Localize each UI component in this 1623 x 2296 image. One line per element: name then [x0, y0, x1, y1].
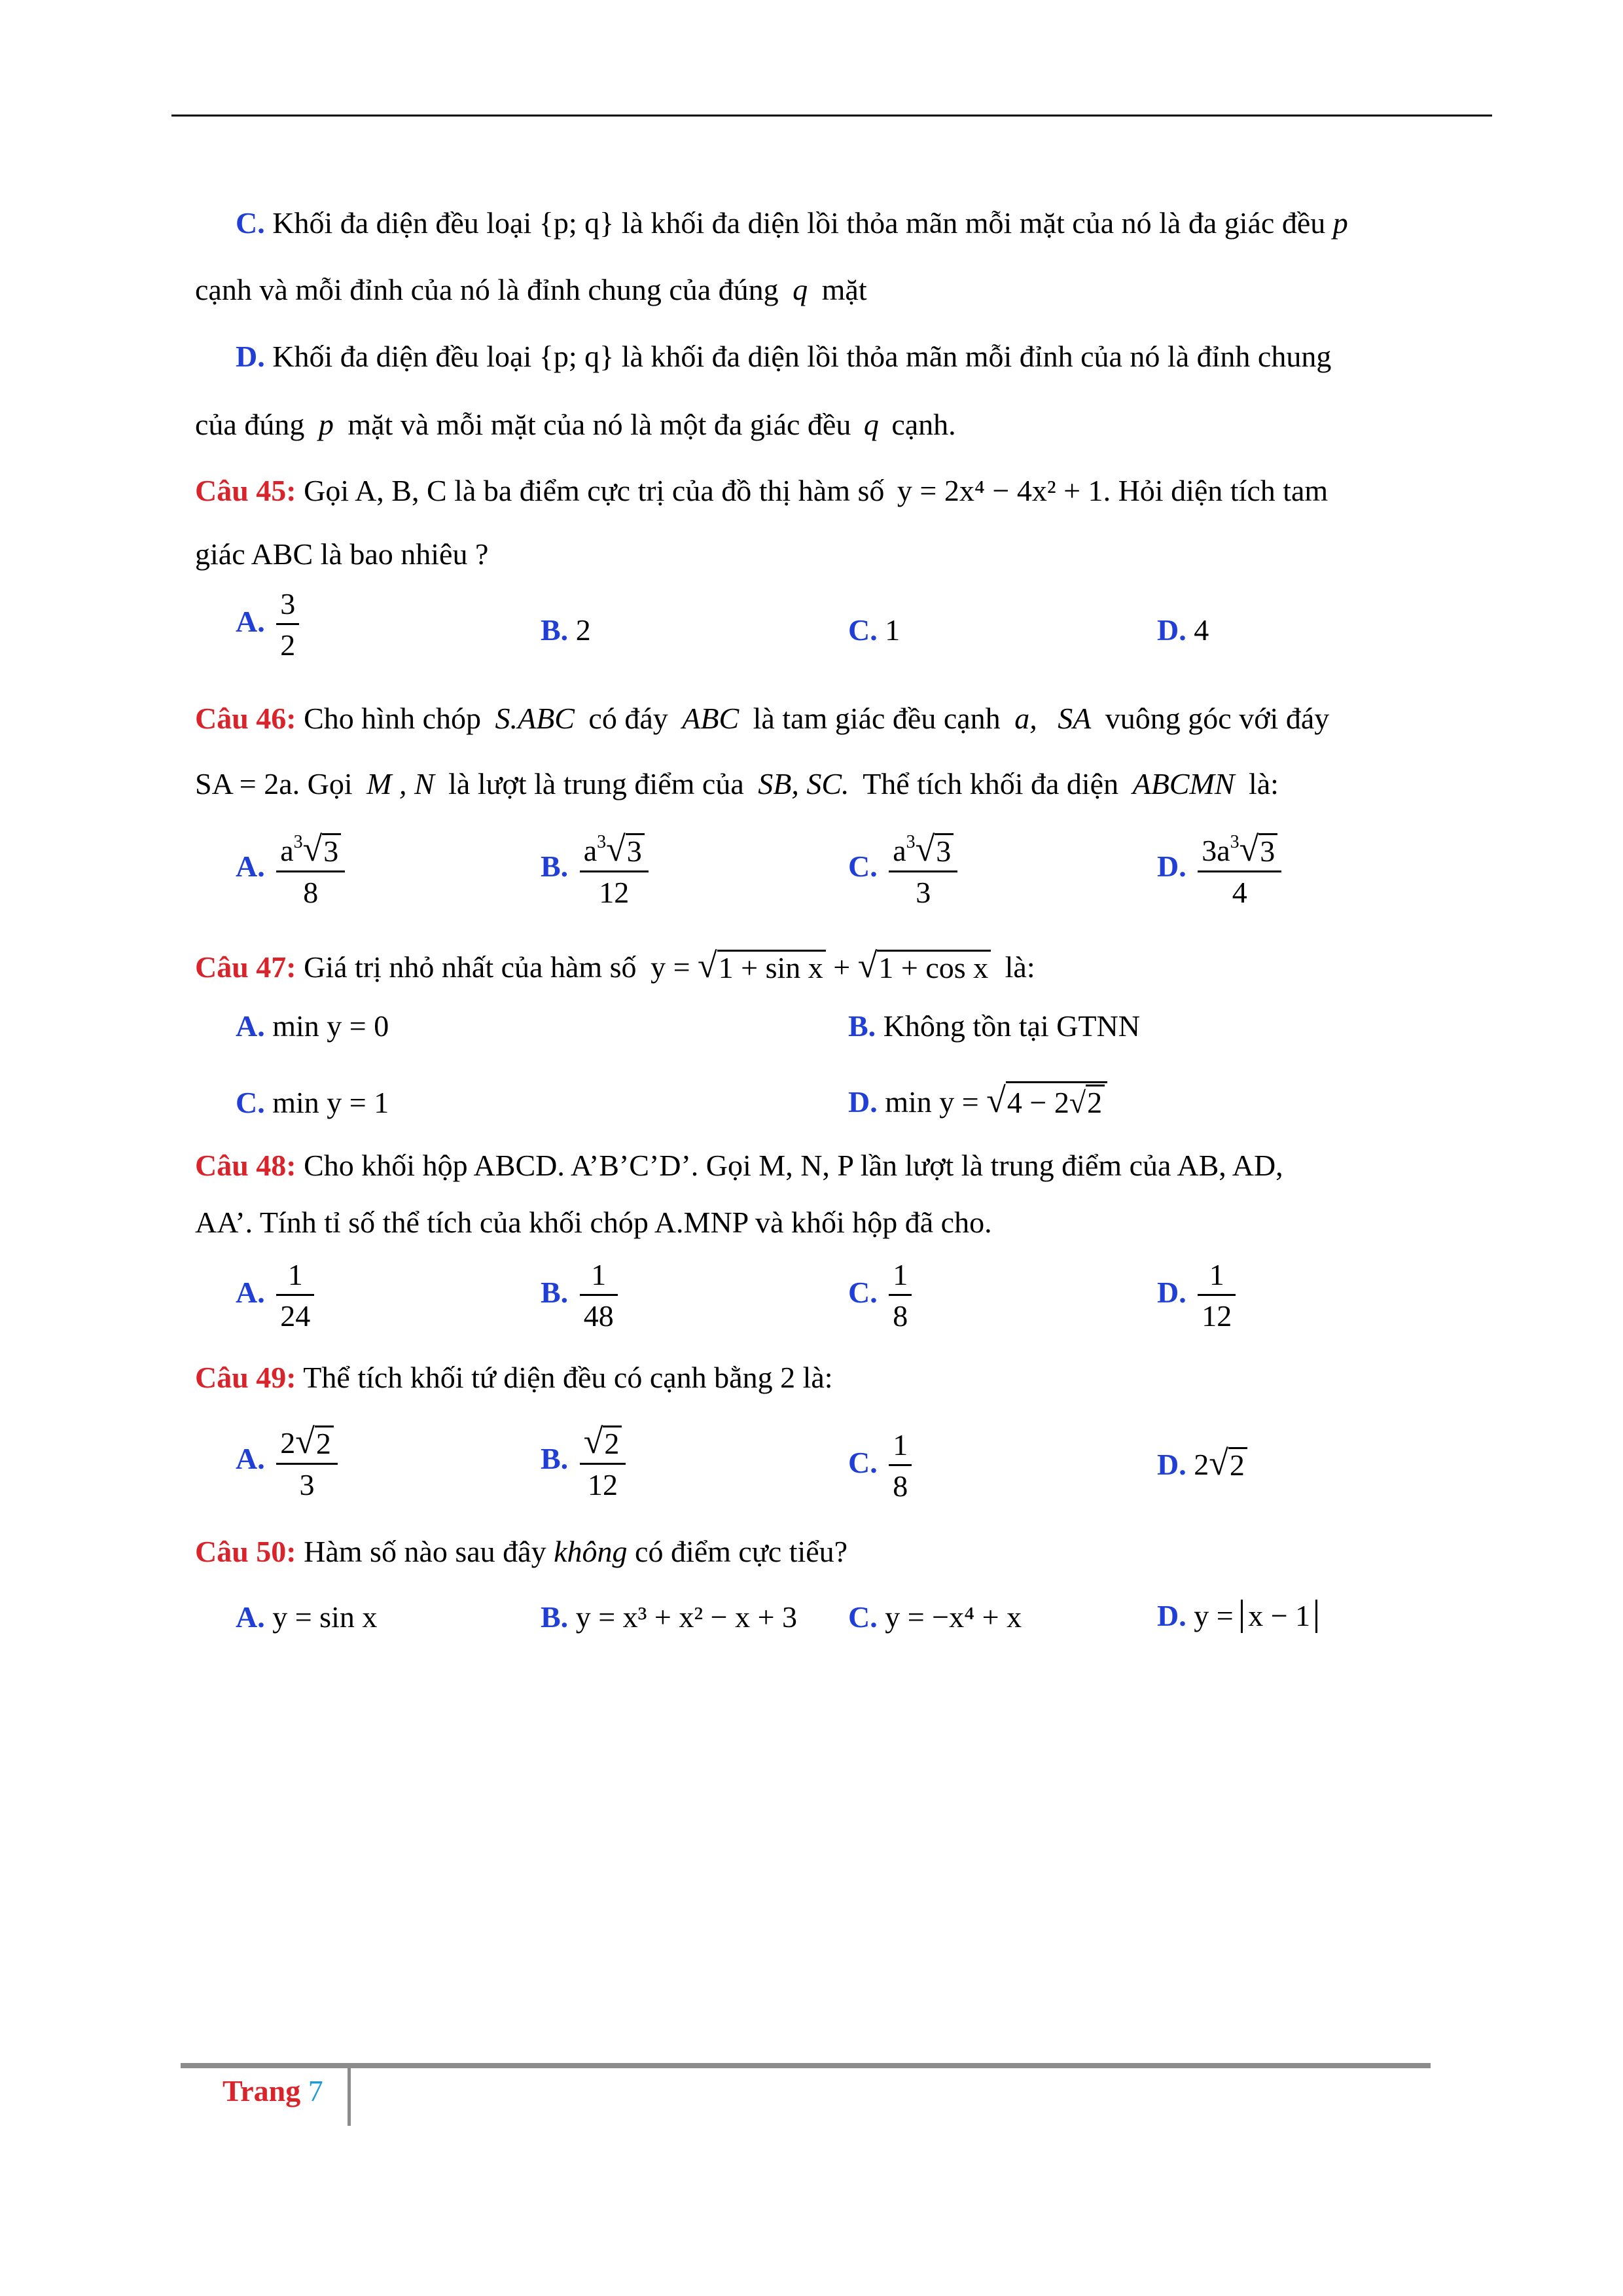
sqrt: √ 1 + cos x: [858, 948, 991, 983]
q44-option-c-line1: C. Khối đa diện đều loại {p; q} là khối đa diện lồi thỏa mãn mỗi mặt của nó là đa giác đều p: [236, 206, 1348, 240]
header-rule: [171, 115, 1492, 117]
q49-question: Câu 49: Thể tích khối tứ diện đều có cạnh bằng 2 là:: [195, 1361, 833, 1394]
fraction: $\frac{1}{12}$: [1198, 1260, 1236, 1331]
q47-question: Câu 47: Giá trị nhỏ nhất của hàm số y = √ 1 + sin x + √ 1 + cos x là:: [195, 946, 1035, 985]
q50-question: Câu 50: Hàm số nào sau đây không có điểm cực tiểu?: [195, 1535, 848, 1568]
footer-rule: [181, 2063, 1431, 2068]
q45-question-line1: Câu 45: Gọi A, B, C là ba điểm cực trị của đồ thị hàm số y = 2x⁴ − 4x² + 1. Hỏi diện tích tam: [195, 474, 1329, 507]
sqrt: √ 2: [1209, 1445, 1247, 1480]
q49-option-a[interactable]: A. 2 √ 2 3: [236, 1424, 342, 1500]
sqrt: √ 4 − 2 √ 2: [986, 1081, 1107, 1118]
sqrt: √ 2: [295, 1424, 334, 1459]
q45-option-c[interactable]: C. 1: [848, 613, 901, 647]
sqrt: √ 3: [606, 831, 645, 867]
fraction: $a^3$ √ 3 3: [889, 831, 957, 908]
sqrt: √ 3: [303, 831, 342, 867]
set-p-q: {p; q}: [539, 206, 615, 240]
q48-option-b[interactable]: B. $\frac{1}{48}$: [541, 1260, 622, 1331]
q45-option-d[interactable]: D. 4: [1157, 613, 1209, 647]
set-p-q: {p; q}: [539, 340, 615, 373]
q44-option-d-line1: D. Khối đa diện đều loại {p; q} là khối đa diện lồi thỏa mãn mỗi đỉnh của nó là đỉnh chung: [236, 340, 1332, 373]
emphasis-text: không: [554, 1535, 628, 1568]
fraction: $\frac{1}{8}$: [889, 1260, 912, 1331]
fraction: $a^3$ √ 3 8: [276, 831, 345, 908]
q44-option-c-line2: cạnh và mỗi đỉnh của nó là đỉnh chung của đúng q mặt: [195, 273, 867, 306]
q48-option-a[interactable]: A. $\frac{1}{24}$: [236, 1260, 318, 1331]
q46-option-b[interactable]: B. $a^3$ √ 3 12: [541, 831, 652, 908]
q49-option-b[interactable]: B. √ 2 12: [541, 1424, 630, 1500]
q47-option-d[interactable]: D. min y = √ 4 − 2 √ 2: [848, 1081, 1107, 1118]
q47-option-c[interactable]: C. min y = 1: [236, 1086, 389, 1119]
fraction: $a^3$ √ 3 12: [580, 831, 649, 908]
q45-option-b[interactable]: B. 2: [541, 613, 591, 647]
sqrt: √ 3: [1240, 831, 1278, 867]
q48-option-c[interactable]: C. $\frac{1}{8}$: [848, 1260, 916, 1331]
q50-option-b[interactable]: B. y = x³ + x² − x + 3: [541, 1600, 798, 1634]
q46-option-d[interactable]: D. $3a^3$ √ 3 4: [1157, 831, 1285, 908]
page-number: Trang 7: [223, 2074, 323, 2108]
q48-question-line1: Câu 48: Cho khối hộp ABCD. A’B’C’D’. Gọi M, N, P lần lượt là trung điểm của AB, AD,: [195, 1149, 1283, 1182]
sqrt: √ 2: [584, 1424, 622, 1459]
q48-question-line2: AA’. Tính tỉ số thể tích của khối chóp A.MNP và khối hộp đã cho.: [195, 1206, 992, 1239]
fraction: $3a^3$ √ 3 4: [1198, 831, 1281, 908]
sqrt: √ 1 + sin x: [698, 948, 826, 983]
q45-option-a[interactable]: A. $\frac{3}{2}$: [236, 589, 303, 660]
q49-option-d[interactable]: D. 2 √ 2: [1157, 1445, 1247, 1480]
q48-option-d[interactable]: D. $\frac{1}{12}$: [1157, 1260, 1240, 1331]
q50-option-d[interactable]: D. y = x − 1: [1157, 1600, 1317, 1633]
q46-option-a[interactable]: A. $a^3$ √ 3 8: [236, 831, 349, 908]
sqrt: √ 3: [916, 831, 954, 867]
footer-divider: [348, 2068, 351, 2126]
fraction: 2 √ 2 3: [276, 1424, 338, 1500]
q50-option-c[interactable]: C. y = −x⁴ + x: [848, 1600, 1022, 1634]
q47-option-b[interactable]: B. Không tồn tại GTNN: [848, 1009, 1140, 1043]
sqrt: √ 2: [1069, 1085, 1105, 1118]
q46-question-line1: Câu 46: Cho hình chóp S.ABC có đáy ABC là tam giác đều cạnh a, SA vuông góc với đáy: [195, 702, 1330, 735]
q50-option-a[interactable]: A. y = sin x: [236, 1600, 378, 1634]
q45-equation: y = 2x⁴ − 4x² + 1: [897, 474, 1103, 507]
q49-option-c[interactable]: C. $\frac{1}{8}$: [848, 1430, 916, 1501]
q47-option-a[interactable]: A. min y = 0: [236, 1009, 389, 1043]
fraction: $\frac{1}{8}$: [889, 1430, 912, 1501]
fraction: $\frac{1}{48}$: [580, 1260, 618, 1331]
q46-option-c[interactable]: C. $a^3$ √ 3 3: [848, 831, 961, 908]
fraction: √ 2 12: [580, 1424, 626, 1500]
q46-question-line2: SA = 2a. Gọi M , N là lượt là trung điểm của SB, SC. Thể tích khối đa diện ABCMN là:: [195, 767, 1279, 800]
q45-question-line2: giác ABC là bao nhiêu ?: [195, 537, 489, 571]
fraction: $\frac{3}{2}$: [276, 589, 299, 660]
absolute-value: x − 1: [1241, 1600, 1317, 1633]
q44-option-d-line2: của đúng p mặt và mỗi mặt của nó là một đa giác đều q cạnh.: [195, 408, 956, 441]
fraction: $\frac{1}{24}$: [276, 1260, 314, 1331]
